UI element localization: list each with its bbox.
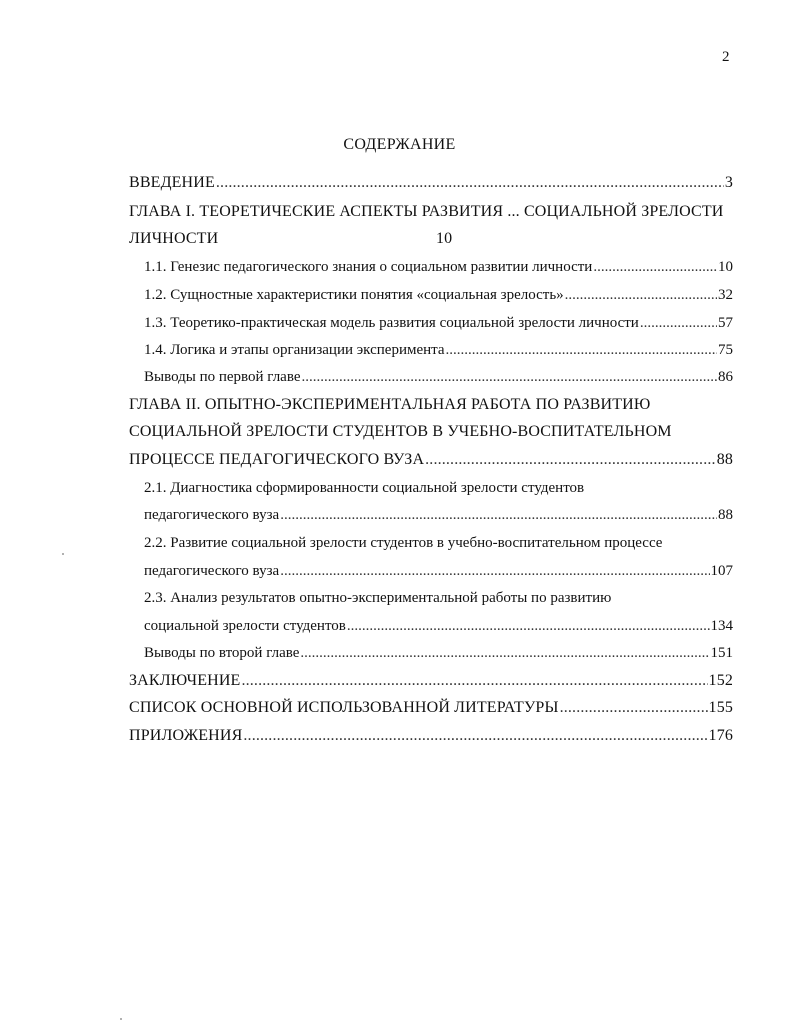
toc-entry-page: 152: [708, 672, 733, 689]
toc-entry-text: педагогического вуза: [144, 507, 280, 523]
dot-leader: [565, 286, 717, 304]
toc-entry-text: ЗАКЛЮЧЕНИЕ: [129, 672, 241, 689]
dot-leader: [446, 341, 717, 359]
toc-entry-section-1-1: [144, 258, 733, 276]
chapter-1-title-line1: ГЛАВА I. ТЕОРЕТИЧЕСКИЕ АСПЕКТЫ РАЗВИТИЯ ... СОЦИАЛЬНОЙ ЗРЕЛОСТИ: [129, 203, 724, 220]
dot-leader: [425, 451, 716, 469]
toc-entry-section-2-3: [144, 617, 733, 635]
toc-entry-text: педагогического вуза: [144, 563, 280, 579]
toc-title: СОДЕРЖАНИЕ: [343, 136, 456, 153]
dot-leader: [640, 314, 717, 332]
toc-entry-text: ВВЕДЕНИЕ: [129, 174, 215, 191]
dot-leader: [243, 727, 707, 745]
toc-entry-text: СПИСОК ОСНОВНОЙ ИСПОЛЬЗОВАННОЙ ЛИТЕРАТУРЫ: [129, 699, 559, 716]
toc-entry-section-2-2-line1: 2.2. Развитие социальной зрелости студентов в учебно-воспитательном процессе: [144, 535, 663, 551]
toc-entry-text: 1.3. Теоретико-практическая модель развития социальной зрелости личности: [144, 315, 639, 331]
toc-entry-page: 75: [718, 342, 733, 358]
toc-entry-section-1-2: [144, 286, 733, 304]
chapter-2-title-line2: СОЦИАЛЬНОЙ ЗРЕЛОСТИ СТУДЕНТОВ В УЧЕБНО-ВОСПИТАТЕЛЬНОМ: [129, 423, 672, 440]
toc-entry-page: 134: [710, 618, 733, 634]
toc-entry-page: 57: [718, 315, 733, 331]
dot-leader: [302, 368, 718, 386]
toc-entry-section-2-2: [144, 562, 733, 580]
chapter-1-title-line2: ЛИЧНОСТИ: [129, 230, 219, 247]
toc-entry-text: ПРИЛОЖЕНИЯ: [129, 727, 243, 744]
toc-entry-page: 32: [718, 287, 733, 303]
toc-entry-section-2-1-line1: 2.1. Диагностика сформированности социальной зрелости студентов: [144, 480, 585, 496]
toc-entry-text: 1.2. Сущностные характеристики понятия «социальная зрелость»: [144, 287, 564, 303]
dot-leader: [560, 699, 708, 717]
toc-entry-text: Выводы по второй главе: [144, 645, 300, 661]
page-number: 2: [722, 49, 730, 65]
toc-entry-text: 1.4. Логика и этапы организации эксперимента: [144, 342, 445, 358]
toc-entry-page: 88: [716, 451, 733, 468]
toc-entry-page: 151: [710, 645, 733, 661]
toc-entry-section-1-3: [144, 314, 733, 332]
chapter-2-title-line3: [129, 451, 733, 469]
dot-leader: [280, 562, 709, 580]
toc-entry-chapter-1-conclusions: [144, 368, 733, 386]
toc-entry-chapter-2-conclusions: [144, 644, 733, 662]
dot-leader: [593, 258, 717, 276]
toc-entry-section-2-3-line1: 2.3. Анализ результатов опытно-экспериментальной работы по развитию: [144, 590, 612, 606]
toc-entry-page: 86: [718, 369, 733, 385]
toc-entry-introduction: [129, 174, 733, 192]
chapter-1-page: 10: [436, 230, 453, 247]
toc-entry-page: 3: [724, 174, 733, 191]
toc-entry-section-2-1: [144, 506, 733, 524]
toc-entry-page: 176: [708, 727, 733, 744]
scan-speck: [120, 1018, 122, 1020]
scan-speck: [62, 553, 64, 555]
toc-entry-text: ПРОЦЕССЕ ПЕДАГОГИЧЕСКОГО ВУЗА: [129, 451, 425, 468]
dot-leader: [241, 672, 707, 690]
toc-entry-page: 88: [718, 507, 733, 523]
toc-entry-page: 107: [710, 563, 733, 579]
chapter-2-title-line1: ГЛАВА II. ОПЫТНО-ЭКСПЕРИМЕНТАЛЬНАЯ РАБОТА ПО РАЗВИТИЮ: [129, 396, 651, 413]
toc-entry-text: Выводы по первой главе: [144, 369, 301, 385]
toc-entry-appendices: [129, 727, 733, 745]
toc-entry-text: социальной зрелости студентов: [144, 618, 346, 634]
dot-leader: [300, 644, 709, 662]
dot-leader: [216, 174, 724, 192]
dot-leader: [347, 617, 710, 635]
toc-entry-section-1-4: [144, 341, 733, 359]
toc-entry-text: 1.1. Генезис педагогического знания о социальном развитии личности: [144, 259, 593, 275]
toc-entry-conclusion: [129, 672, 733, 690]
toc-entry-page: 155: [708, 699, 733, 716]
dot-leader: [280, 506, 717, 524]
toc-entry-page: 10: [718, 259, 733, 275]
toc-entry-bibliography: [129, 699, 733, 717]
